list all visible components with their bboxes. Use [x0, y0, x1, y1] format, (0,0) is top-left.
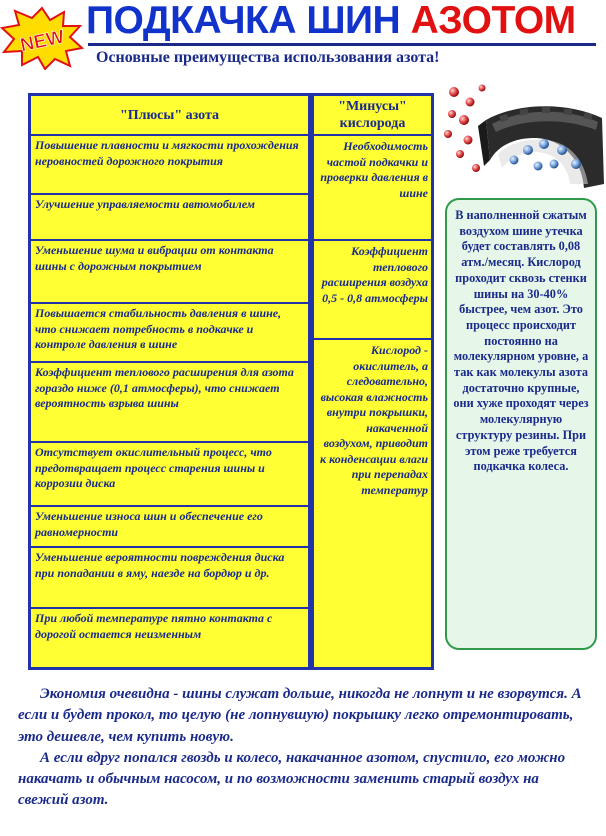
- title-part-1: ПОДКАЧКА ШИН: [86, 0, 411, 42]
- footer-paragraph: А если вдруг попался гвоздь и колесо, накачанное азотом, спустило, его можно накачать и обычным насосом, и по возможности заменить старый воздух на свежий азот.: [18, 749, 566, 809]
- plus-item: При любой температуре пятно контакта с дорогой остается неизменным: [30, 608, 309, 668]
- minus-item: Кислород - окислитель, а следовательно, высокая влажность внутри покрышки, накаченной воздухом, приводит к конденсации влаги при перепадах температур: [313, 339, 432, 668]
- title-part-2: АЗОТОМ: [410, 0, 576, 42]
- minuses-column: [311, 93, 434, 670]
- page-title: [86, 0, 606, 44]
- plus-item: Повышается стабильность давления в шине, что снижает потребность в подкачке и контроле давления в шине: [30, 303, 309, 362]
- info-box: В наполненной сжатым воздухом шине утечка будет составлять 0,08 атм./месяц. Кислород проходит сквозь стенки шины на 30-40% быстрее, чем азот. Это процесс происходит постоянно на молекулярном уровне, а так как молекулы азота достаточно крупные, они хуже проходят через молекулярную структуру резины. При этом реже требуется подкачка колеса.: [445, 198, 597, 650]
- plus-item: Уменьшение шума и вибрации от контакта шины с дорожным покрытием: [30, 240, 309, 303]
- plus-item: Улучшение управляемости автомобилем: [30, 194, 309, 240]
- plus-item: Отсутствует окислительный процесс, что предотвращает процесс старения шины и коррозии диска: [30, 442, 309, 506]
- footer-text: [18, 684, 588, 812]
- new-star-badge-icon: [0, 6, 84, 70]
- pluses-header: "Плюсы" азота: [30, 95, 309, 135]
- title-underline: [88, 43, 596, 46]
- minus-item: Необходимость частой подкачки и проверки давления в шине: [313, 135, 432, 240]
- plus-item: Уменьшение вероятности повреждения диска при попадании в яму, наезде на бордюр и др.: [30, 547, 309, 608]
- page-subtitle: Основные преимущества использования азота!: [96, 49, 440, 66]
- plus-item: Коэффициент теплового расширения для азота гораздо ниже (0,1 атмосферы), что снижает вероятность взрыва шины: [30, 362, 309, 442]
- new-badge-label: NEW: [18, 26, 67, 57]
- minuses-header: "Минусы" кислорода: [313, 95, 432, 135]
- footer-paragraph: Экономия очевидна - шины служат дольше, никогда не лопнут и не взорвутся. А если и будет прокол, то целую (не лопнувшую) покрышку легко отремонтировать, это дешевле, чем купить новую.: [18, 686, 582, 745]
- plus-item: Уменьшение износа шин и обеспечение его равномерности: [30, 506, 309, 547]
- plus-item: Повышение плавности и мягкости прохождения неровностей дорожного покрытия: [30, 135, 309, 194]
- pluses-column: [28, 93, 311, 670]
- minus-item: Коэффициент теплового расширения воздуха 0,5 - 0,8 атмосферы: [313, 240, 432, 339]
- tire-with-nitrogen-molecules-icon: [440, 80, 606, 190]
